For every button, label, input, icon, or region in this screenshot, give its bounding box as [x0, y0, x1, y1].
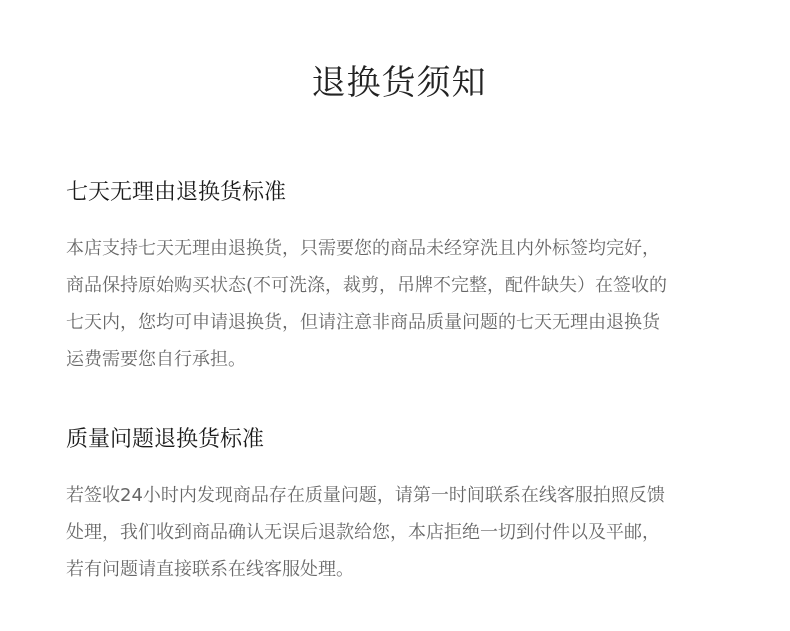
body-line: 商品保持原始购买状态(不可洗涤，裁剪，吊牌不完整，配件缺失）在签收的: [66, 275, 668, 296]
quality-issue-return-section: [66, 423, 734, 588]
body-line: 运费需要您自行承担。: [66, 349, 246, 370]
body-line: 若签收24小时内发现商品存在质量问题，请第一时间联系在线客服拍照反馈: [66, 485, 665, 506]
page-title: 退换货须知: [311, 63, 487, 103]
section-heading: 质量问题退换货标准: [66, 427, 265, 452]
body-line: 处理，我们收到商品确认无误后退款给您，本店拒绝一切到付件以及平邮，: [66, 522, 660, 543]
body-line: 七天内，您均可申请退换货，但请注意非商品质量问题的七天无理由退换货: [66, 312, 660, 333]
body-line: 本店支持七天无理由退换货，只需要您的商品未经穿洗且内外标签均完好，: [66, 238, 660, 259]
section-body: [66, 477, 734, 588]
seven-day-return-section: [66, 176, 734, 378]
section-heading: 七天无理由退换货标准: [66, 180, 287, 205]
section-body: [66, 230, 734, 378]
body-line: 若有问题请直接联系在线客服处理。: [66, 559, 354, 580]
